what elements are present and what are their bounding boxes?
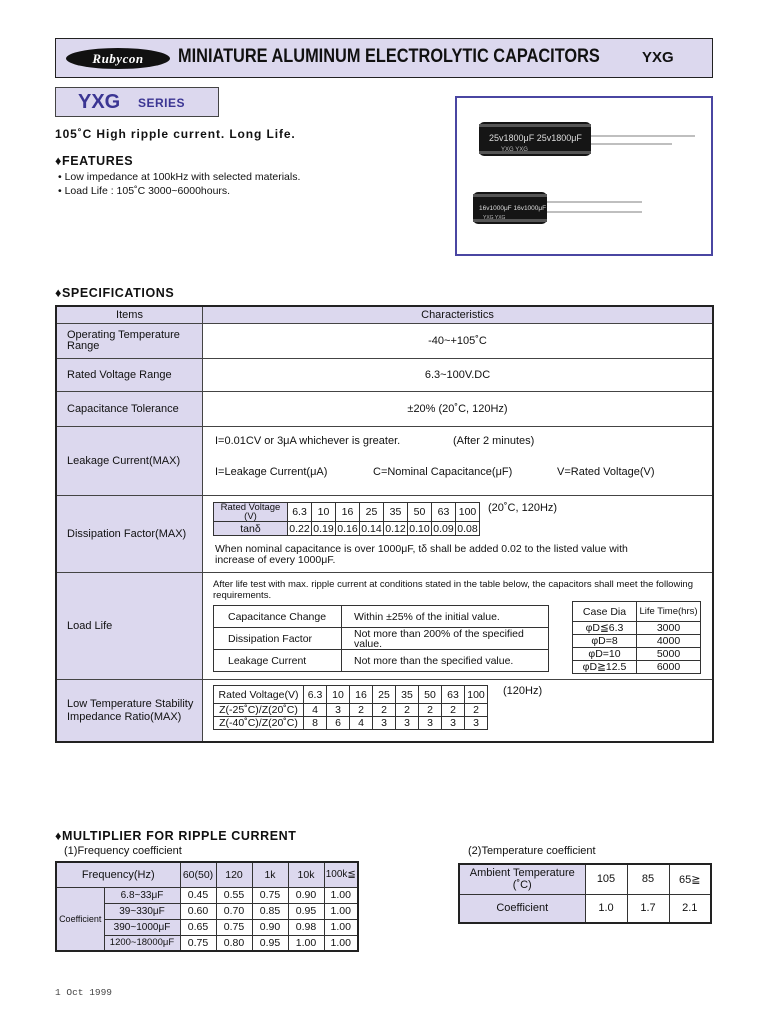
freq-col: 100k≦: [324, 862, 358, 887]
series-code: YXG: [642, 49, 674, 66]
freq-coef: 0.95: [252, 935, 288, 951]
tagline: 105˚C High ripple current. Long Life.: [55, 127, 296, 141]
capacitor-illustration: [457, 98, 710, 253]
df-voltage: 100: [456, 503, 480, 522]
freq-coef: 0.75: [252, 887, 288, 903]
rubycon-logo: Rubycon: [66, 48, 170, 69]
product-photo: [455, 96, 713, 256]
freq-col: 10k: [288, 862, 324, 887]
df-voltage-row: [214, 503, 480, 522]
feature-item: • Load Life : 105˚C 3000~6000hours.: [58, 185, 231, 197]
df-tan-row: [214, 522, 480, 536]
lt-ratio: 2: [373, 704, 396, 717]
lt-ratio: 6: [327, 717, 350, 730]
df-voltage: 10: [312, 503, 336, 522]
freq-coef: 0.65: [180, 919, 216, 935]
spec-row-rated-voltage: [57, 358, 712, 391]
case-dia: φD≦6.3: [573, 622, 637, 635]
life-time: 4000: [637, 635, 701, 648]
freq-row: [56, 887, 358, 903]
df-voltage: 35: [384, 503, 408, 522]
tolerance-value: ±20% (20˚C, 120Hz): [407, 403, 508, 415]
capacitance-range: 39~330μF: [104, 903, 180, 919]
freq-coef: 0.75: [216, 919, 252, 935]
cap1-text: 25v1800μF 25v1800μF: [489, 133, 582, 143]
low-temp-cell: [203, 680, 712, 741]
leakage-v-def: V=Rated Voltage(V): [557, 466, 655, 478]
voltage-label: Rated Voltage Range: [57, 359, 203, 391]
voltage-value: 6.3~100V.DC: [424, 369, 491, 381]
ripple-heading: ♦MULTIPLIER FOR RIPPLE CURRENT: [55, 829, 297, 843]
df-voltage: 6.3: [288, 503, 312, 522]
items-header: Items: [57, 307, 203, 323]
lt-voltage: 16: [350, 686, 373, 704]
series-label: SERIES: [138, 96, 186, 110]
load-key: Capacitance Change: [214, 606, 342, 628]
page-header: [55, 38, 713, 78]
case-dia-header: Case Dia: [573, 602, 637, 622]
series-name: YXG: [78, 91, 121, 113]
capacitance-range: 390~1000μF: [104, 919, 180, 935]
freq-coef: 1.00: [324, 887, 358, 903]
df-table: [213, 502, 480, 536]
features-title: FEATURES: [61, 154, 134, 168]
life-time-table: [572, 601, 701, 674]
lt-ratio: 2: [465, 704, 488, 717]
load-value: Not more than 200% of the specified value.: [342, 628, 549, 650]
leakage-label: Leakage Current(MAX): [57, 427, 203, 495]
load-row: [214, 628, 549, 650]
lt-voltage: 35: [396, 686, 419, 704]
page-title: MINIATURE ALUMINUM ELECTROLYTIC CAPACITORS: [178, 46, 600, 67]
feature-item: • Low impedance at 100kHz with selected materials.: [58, 171, 301, 183]
lt-voltage-row: [214, 686, 488, 704]
load-life-label: Load Life: [57, 573, 203, 679]
low-temp-table: [213, 685, 488, 730]
frequency-header: Frequency(Hz): [56, 862, 180, 887]
load-row: [214, 650, 549, 672]
freq-coef: 0.80: [216, 935, 252, 951]
df-value: 0.12: [385, 522, 406, 535]
temp-col: 65≧: [669, 864, 711, 894]
lt-row2-label: Z(-40˚C)/Z(20˚C): [214, 717, 304, 730]
specifications-title: SPECIFICATIONS: [61, 286, 175, 300]
capacitance-range: 6.8~33μF: [104, 887, 180, 903]
coefficient-label: Coefficient: [56, 887, 104, 951]
life-time: 5000: [637, 648, 701, 661]
freq-coef: 0.85: [252, 903, 288, 919]
freq-header-row: [56, 862, 358, 887]
lt-ratio: 3: [396, 717, 419, 730]
temp-coef: 2.1: [669, 894, 711, 923]
df-value: 0.19: [313, 522, 334, 535]
lt-ratio: 2: [396, 704, 419, 717]
load-value: Within ±25% of the initial value.: [342, 606, 549, 628]
life-row: [573, 622, 701, 635]
freq-coef: 0.60: [180, 903, 216, 919]
ripple-title: MULTIPLIER FOR RIPPLE CURRENT: [61, 829, 297, 843]
df-value: 0.09: [433, 522, 454, 535]
df-voltage: 25: [360, 503, 384, 522]
footer-date: 1 Oct 1999: [55, 987, 113, 998]
lt-condition: (120Hz): [503, 685, 543, 697]
freq-coef: 0.55: [216, 887, 252, 903]
lt-row1-label: Z(-25˚C)/Z(20˚C): [214, 704, 304, 717]
freq-coef-title: (1)Frequency coefficient: [64, 845, 182, 857]
load-life-table: [213, 605, 549, 672]
life-header-row: [573, 602, 701, 622]
case-dia: φD=8: [573, 635, 637, 648]
spec-row-low-temperature: [57, 679, 712, 741]
life-row: [573, 648, 701, 661]
df-value: 0.10: [409, 522, 430, 535]
series-box: [55, 87, 219, 117]
frequency-coefficient-table: [55, 861, 359, 952]
load-row: [214, 606, 549, 628]
spec-row-dissipation-factor: [57, 495, 712, 572]
freq-coef: 0.75: [180, 935, 216, 951]
lt-ratio-row-40: [214, 717, 488, 730]
life-time-header: Life Time(hrs): [637, 602, 701, 622]
leakage-c-def: C=Nominal Capacitance(μF): [373, 466, 513, 478]
lt-ratio: 3: [373, 717, 396, 730]
temp-coef-row: [459, 894, 711, 923]
df-value: 0.16: [337, 522, 358, 535]
df-rv-label: Rated Voltage (V): [214, 503, 288, 522]
life-row: [573, 635, 701, 648]
life-time: 3000: [637, 622, 701, 635]
cap2-text: 16v1000μF 16v1000μF: [479, 205, 547, 212]
spec-row-leakage-current: [57, 426, 712, 495]
df-cell: [203, 496, 712, 572]
lt-ratio: 2: [350, 704, 373, 717]
lt-rv-label: Rated Voltage(V): [214, 686, 304, 704]
df-note: When nominal capacitance is over 1000μF, tδ shall be added 0.02 to the listed value with increase of every 1000μF.: [215, 543, 628, 566]
lt-voltage: 63: [442, 686, 465, 704]
freq-coef: 1.00: [324, 919, 358, 935]
life-time: 6000: [637, 661, 701, 674]
low-temp-label: Low Temperature Stability Impedance Ratio(MAX): [57, 680, 203, 741]
freq-coef: 0.90: [288, 887, 324, 903]
load-life-cell: [203, 573, 712, 679]
cap1-subtext: YXG YXG: [501, 147, 528, 153]
specifications-table: [55, 305, 714, 743]
df-voltage: 16: [336, 503, 360, 522]
capacitance-range: 1200~18000μF: [104, 935, 180, 951]
leakage-formula: I=0.01CV or 3μA whichever is greater.: [215, 435, 401, 447]
lt-ratio: 3: [442, 717, 465, 730]
temp-col: 105: [585, 864, 627, 894]
cap2-subtext: YXG YXG: [483, 215, 506, 221]
freq-coef: 1.00: [324, 903, 358, 919]
df-value: 0.08: [457, 522, 478, 535]
ambient-temp-header: Ambient Temperature (˚C): [459, 864, 585, 894]
case-dia: φD=10: [573, 648, 637, 661]
op-temp-label: Operating Temperature Range: [57, 324, 203, 358]
lt-voltage: 25: [373, 686, 396, 704]
temperature-coefficient-table: [458, 863, 712, 924]
temp-col: 85: [627, 864, 669, 894]
lt-ratio: 2: [442, 704, 465, 717]
characteristics-header: Characteristics: [203, 307, 712, 323]
lt-voltage: 10: [327, 686, 350, 704]
load-value: Not more than the specified value.: [342, 650, 549, 672]
leakage-cell: [203, 427, 712, 495]
df-voltage: 50: [408, 503, 432, 522]
spec-header-row: [57, 307, 712, 323]
lt-ratio-row-25: [214, 704, 488, 717]
tolerance-label: Capacitance Tolerance: [57, 392, 203, 426]
specifications-heading: ♦SPECIFICATIONS: [55, 286, 175, 300]
df-condition: (20˚C, 120Hz): [488, 502, 558, 514]
lt-voltage: 6.3: [304, 686, 327, 704]
lt-ratio: 3: [327, 704, 350, 717]
lt-voltage: 50: [419, 686, 442, 704]
temp-coef-label: Coefficient: [459, 894, 585, 923]
freq-col: 1k: [252, 862, 288, 887]
leakage-after: (After 2 minutes): [453, 435, 535, 447]
temp-coef: 1.0: [585, 894, 627, 923]
freq-coef: 1.00: [324, 935, 358, 951]
freq-coef: 0.70: [216, 903, 252, 919]
lt-ratio: 4: [304, 704, 327, 717]
lt-voltage: 100: [465, 686, 488, 704]
temp-coef-title: (2)Temperature coefficient: [468, 845, 596, 857]
df-value: 0.14: [361, 522, 382, 535]
lt-ratio: 2: [419, 704, 442, 717]
lt-ratio: 4: [350, 717, 373, 730]
lt-ratio: 3: [465, 717, 488, 730]
freq-coef: 0.90: [252, 919, 288, 935]
temp-coef: 1.7: [627, 894, 669, 923]
temp-header-row: [459, 864, 711, 894]
spec-row-operating-temperature: [57, 323, 712, 358]
life-row: [573, 661, 701, 674]
freq-coef: 0.95: [288, 903, 324, 919]
op-temp-value: -40~+105˚C: [428, 335, 487, 347]
freq-col: 60(50): [180, 862, 216, 887]
df-tan-label: tanδ: [214, 522, 288, 536]
freq-coef: 1.00: [288, 935, 324, 951]
df-voltage: 63: [432, 503, 456, 522]
df-value: 0.22: [289, 522, 310, 535]
freq-coef: 0.98: [288, 919, 324, 935]
features-heading: ♦FEATURES: [55, 154, 134, 168]
lt-ratio: 8: [304, 717, 327, 730]
leakage-i-def: I=Leakage Current(μA): [215, 466, 328, 478]
freq-coef: 0.45: [180, 887, 216, 903]
spec-row-load-life: [57, 572, 712, 679]
spec-row-capacitance-tolerance: [57, 391, 712, 426]
load-life-intro: After life test with max. ripple current at conditions stated in the table below, the capacitors shall meet the following requirements.: [213, 579, 694, 601]
df-label: Dissipation Factor(MAX): [57, 496, 203, 572]
lt-ratio: 3: [419, 717, 442, 730]
load-key: Dissipation Factor: [214, 628, 342, 650]
case-dia: φD≧12.5: [573, 661, 637, 674]
load-key: Leakage Current: [214, 650, 342, 672]
freq-col: 120: [216, 862, 252, 887]
